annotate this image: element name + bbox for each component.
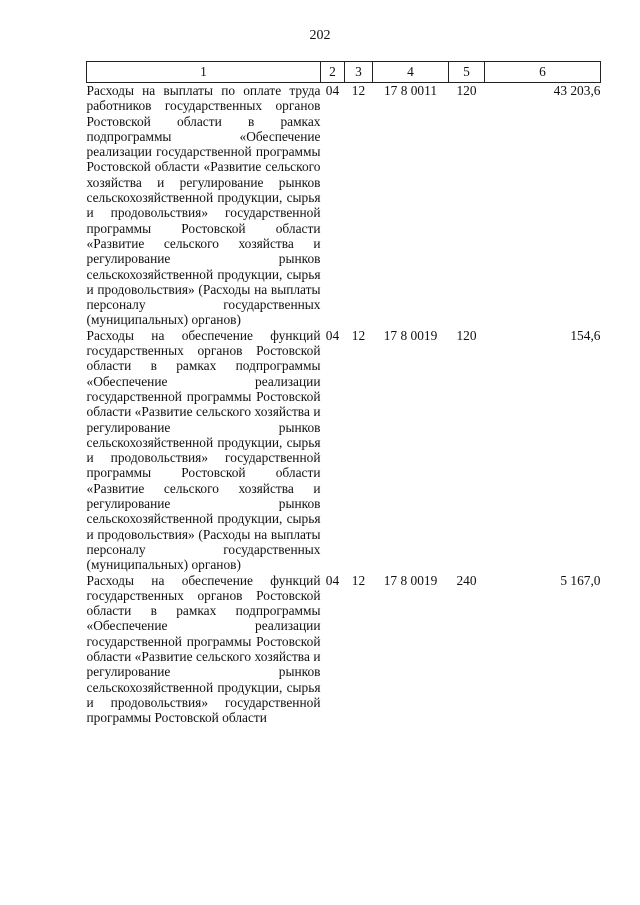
header-col-6: 6 xyxy=(485,62,601,83)
header-col-1: 1 xyxy=(87,62,321,83)
header-col-2: 2 xyxy=(321,62,345,83)
row-description: Расходы на обеспечение функций государственных органов Ростовской области в рамках подпрограммы «Обеспечение реализации государственной программы Ростовской области «Развитие сельского хозяйства и регулирование рынков сельскохозяйственной продукции, сырья и продовольствия» государственной программы Ростовской области «Развитие сельского хозяйства и регулирование рынков сельскохозяйственной продукции, сырья и продовольствия» (Расходы на выплаты персоналу государственных (муниципальных) органов) xyxy=(86,327,321,573)
page-number: 202 xyxy=(309,28,331,43)
table-row xyxy=(87,328,601,573)
table-header-row xyxy=(87,62,601,83)
row-subsection: 12 xyxy=(351,572,366,588)
row-expense-type: 120 xyxy=(456,327,477,343)
row-section: 04 xyxy=(325,572,340,588)
row-amount: 43 203,6 xyxy=(553,83,601,98)
row-description: Расходы на выплаты по оплате труда работников государственных органов Ростовской области в рамках подпрограммы «Обеспечение реализации государственной программы Ростовской области «Развитие сельского хозяйства и регулирование рынков сельскохозяйственной продукции, сырья и продовольствия» государственной программы Ростовской области «Развитие сельского хозяйства и регулирование рынков сельскохозяйственной продукции, сырья и продовольствия» (Расходы на выплаты персоналу государственных (муниципальных) органов) xyxy=(86,83,321,328)
row-amount: 5 167,0 xyxy=(560,572,601,588)
header-col-5: 5 xyxy=(449,62,485,83)
row-expense-type: 240 xyxy=(456,572,477,588)
table-row xyxy=(87,83,601,328)
header-col-4: 4 xyxy=(373,62,449,83)
table-row xyxy=(87,573,601,726)
row-target-code: 17 8 0019 xyxy=(383,327,438,343)
row-description: Расходы на обеспечение функций государственных органов Ростовской области в рамках подпрограммы «Обеспечение реализации государственной программы Ростовской области «Развитие сельского хозяйства и регулирование рынков сельскохозяйственной продукции, сырья и продовольствия» государственной программы Ростовской области xyxy=(86,572,321,726)
row-subsection: 12 xyxy=(351,327,366,343)
row-target-code: 17 8 0019 xyxy=(383,572,438,588)
row-section: 04 xyxy=(325,327,340,343)
row-subsection: 12 xyxy=(351,83,366,98)
row-expense-type: 120 xyxy=(456,83,477,98)
header-col-3: 3 xyxy=(345,62,373,83)
budget-table xyxy=(86,61,601,725)
row-section: 04 xyxy=(325,83,340,98)
row-target-code: 17 8 0011 xyxy=(383,83,438,98)
row-amount: 154,6 xyxy=(570,327,601,343)
